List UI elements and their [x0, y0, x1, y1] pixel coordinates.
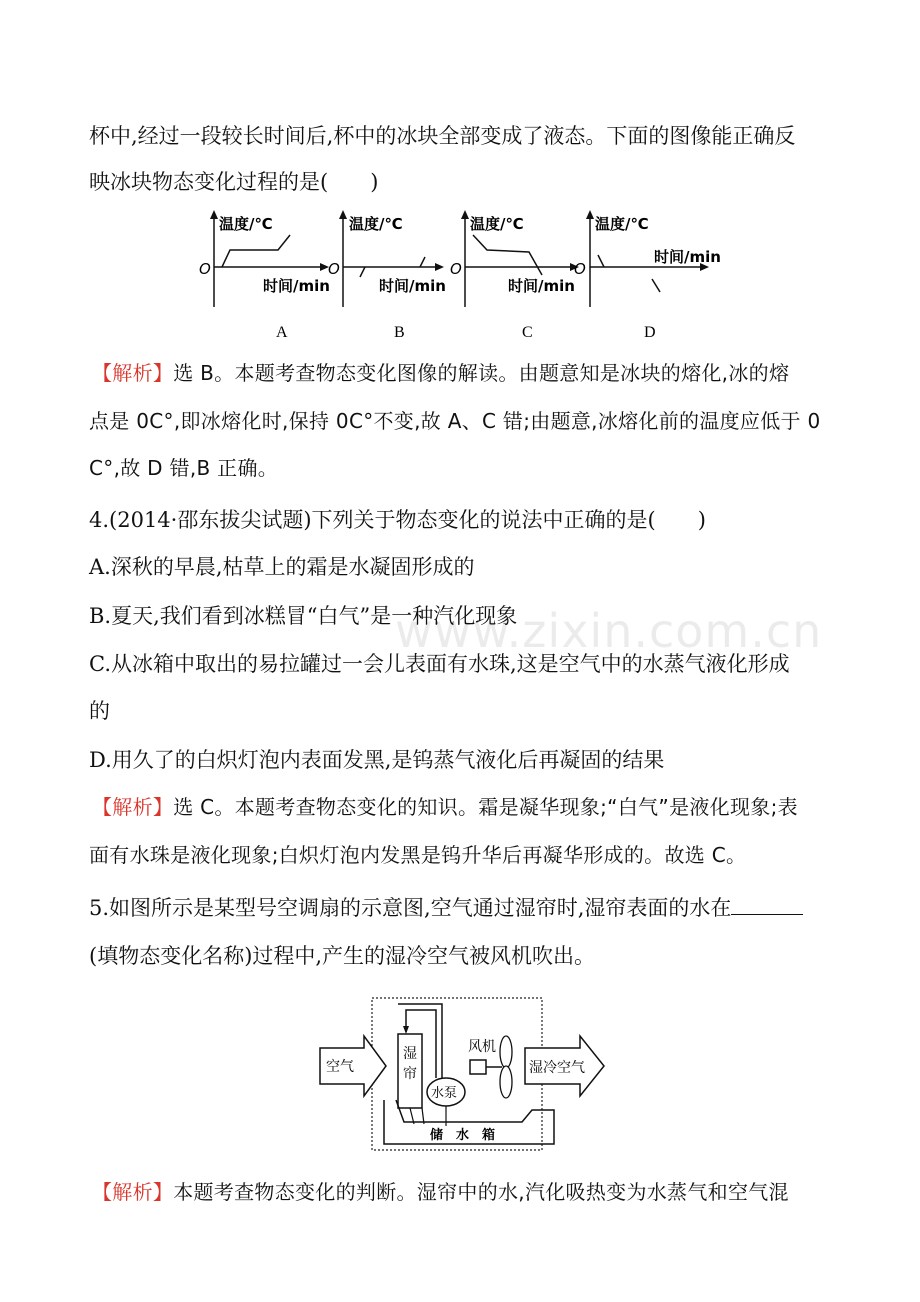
q4-analysis-line-2: 面有水珠是液化现象;白炽灯泡内发黑是钨升华后再凝华形成的。故选 C。	[89, 843, 747, 867]
fan-blade-icon	[500, 1036, 512, 1068]
graph-b-origin: O	[328, 260, 340, 278]
q5-stem-text-1: 5.如图所示是某型号空调扇的示意图,空气通过湿帘时,湿帘表面的水在	[89, 896, 732, 920]
graph-d-option-label: D	[644, 324, 656, 341]
graph-a-origin: O	[199, 260, 211, 278]
q4-option-b: B.夏天,我们看到冰糕冒“白气”是一种汽化现象	[89, 604, 518, 628]
q3-stem-line-1: 杯中,经过一段较长时间后,杯中的冰块全部变成了液态。下面的图像能正确反	[89, 124, 796, 148]
graph-a-y-label: 温度/℃	[219, 215, 273, 233]
wet-curtain-char-2: 帘	[403, 1066, 417, 1082]
graph-c	[450, 210, 579, 341]
q4-analysis-tag: 【解析】	[92, 795, 174, 819]
air-outlet-label: 湿冷空气	[529, 1060, 585, 1076]
fan-motor	[470, 1060, 486, 1074]
graph-c-x-label: 时间/min	[508, 277, 575, 295]
graph-c-y-label: 温度/℃	[470, 215, 524, 233]
q4-option-a: A.深秋的早晨,枯草上的霜是水凝固形成的	[89, 555, 475, 579]
q3-analysis-line-3: C°,故 D 错,B 正确。	[89, 456, 279, 480]
q3-analysis-line-1	[92, 358, 789, 388]
air-inlet-label: 空气	[326, 1059, 354, 1075]
q5-answer-blank[interactable]	[731, 896, 803, 915]
graph-a	[199, 210, 330, 341]
q3-analysis-line-2: 点是 0C°,即冰熔化时,保持 0C°不变,故 A、C 错;由题意,冰熔化前的温度应低于 0	[89, 409, 821, 433]
q5-analysis-line-1	[92, 1177, 789, 1207]
q4-option-c-line-2: 的	[89, 699, 110, 723]
q4-analysis-text-1: 选 C。本题考查物态变化的知识。霜是凝华现象;“白气”是液化现象;表	[173, 795, 798, 819]
graph-d-y-label: 温度/℃	[595, 215, 649, 233]
q4-analysis-line-1	[92, 792, 798, 822]
q3-graph-options	[190, 205, 750, 350]
graph-b-option-label: B	[394, 324, 405, 341]
watermark: www.zixin.com.cn	[395, 604, 823, 658]
q3-analysis-text-1: 选 B。本题考查物态变化图像的解读。由题意知是冰块的熔化,冰的熔	[173, 361, 790, 385]
graph-a-option-label: A	[276, 324, 288, 341]
graph-b-y-label: 温度/℃	[349, 215, 403, 233]
graph-b	[328, 210, 446, 341]
fan-label: 风机	[468, 1039, 496, 1055]
q4-option-d: D.用久了的白炽灯泡内表面发黑,是钨蒸气液化后再凝固的结果	[89, 748, 665, 772]
graph-d-x-label: 时间/min	[654, 248, 721, 266]
q4-stem: 4.(2014·邵东拔尖试题)下列关于物态变化的说法中正确的是( )	[89, 508, 706, 532]
wet-curtain-char-1: 湿	[403, 1046, 417, 1062]
q4-option-c-line-1: C.从冰箱中取出的易拉罐过一会儿表面有水珠,这是空气中的水蒸气液化形成	[89, 652, 790, 676]
graph-c-origin: O	[450, 260, 462, 278]
graph-d	[574, 210, 721, 341]
q5-air-cooler-diagram	[318, 996, 608, 1152]
water-tank-label: 储 水 箱	[430, 1128, 496, 1143]
q3-analysis-tag: 【解析】	[92, 361, 174, 385]
q3-stem-line-2: 映冰块物态变化过程的是( )	[89, 170, 379, 194]
q5-stem-line-2: (填物态变化名称)过程中,产生的湿冷空气被风机吹出。	[89, 944, 596, 968]
q5-analysis-tag: 【解析】	[92, 1180, 174, 1204]
graph-d-origin: O	[574, 260, 586, 278]
water-pump-label: 水泵	[431, 1086, 458, 1101]
q5-analysis-text: 本题考查物态变化的判断。湿帘中的水,汽化吸热变为水蒸气和空气混	[173, 1180, 789, 1204]
graph-b-x-label: 时间/min	[379, 277, 446, 295]
q5-stem-line-1	[89, 893, 803, 923]
graph-c-option-label: C	[522, 324, 533, 341]
graph-a-x-label: 时间/min	[263, 277, 330, 295]
